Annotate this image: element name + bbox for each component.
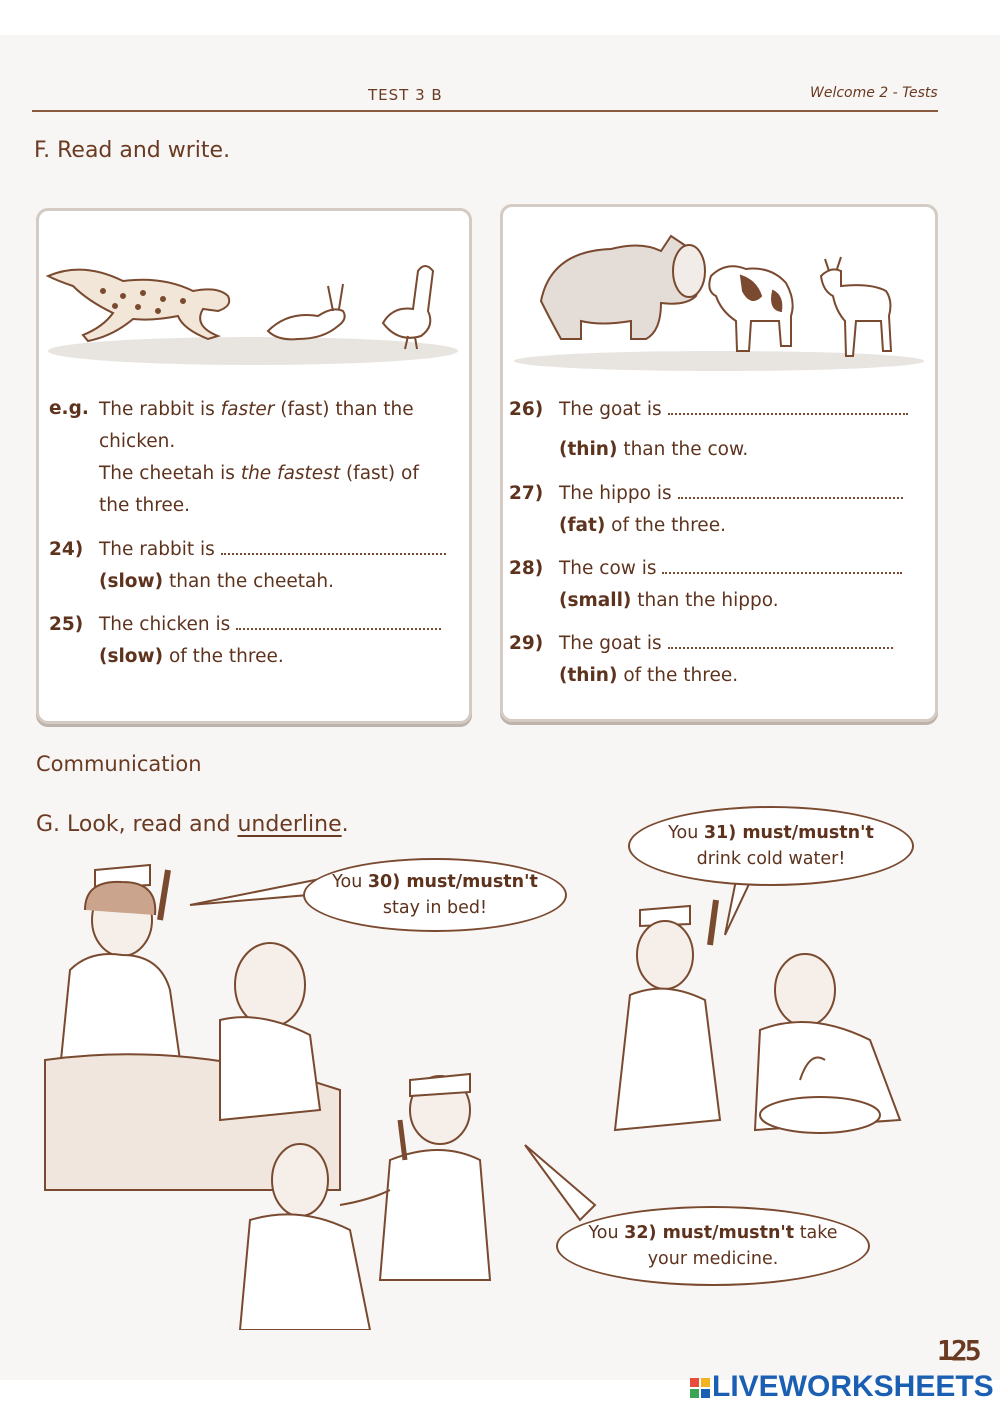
example-sentence-1-cont: chicken. [99,431,176,452]
question-text: of the three. [163,646,284,667]
cheetah-icon [48,270,229,341]
example-answer-faster: faster [220,399,275,420]
nurse-icon [60,865,180,1070]
chicken-icon [383,266,433,349]
bubble-text: You [588,1223,625,1243]
example-hint: (fast) [274,399,336,420]
question-28 [559,553,902,585]
hint-word: (slow) [99,646,164,667]
question-25-number: 25) [49,614,84,635]
bubble-text: your medicine. [647,1249,779,1269]
question-26-number: 26) [509,399,544,420]
question-text: The cow is [559,558,657,579]
bubble-text: You [668,823,704,843]
section-f-heading: F. Read and write. [34,138,231,163]
bubble-text: take [794,1223,838,1243]
question-27-cont [559,510,726,542]
answer-blank-27[interactable] [678,483,903,499]
question-text: of the three. [617,665,739,686]
header-rule [32,110,938,112]
speech-bubble-32 [556,1206,870,1286]
bubble-text: drink cold water! [696,849,846,869]
question-text: The chicken is [99,614,231,635]
question-24-cont [99,566,334,598]
example-sentence-1 [99,394,459,426]
speech-bubble-31 [628,806,914,886]
brand-text: LIVEWORKSHEETS [712,1370,994,1403]
question-26 [559,394,908,426]
question-text: of the three. [605,515,726,536]
example-label: e.g. [49,398,89,419]
must-mustnt-choice-30[interactable]: 30) must/mustn't [367,872,538,892]
example-text: of [401,463,419,484]
question-text: The goat is [559,399,662,420]
hint-word: (thin) [559,665,618,686]
question-25 [99,609,441,641]
animals-size-illustration [511,221,927,371]
nurse-with-medicine-icon [380,1074,490,1280]
section-g-underlined-word: underline [237,812,342,837]
section-g-heading [36,812,349,837]
answer-blank-25[interactable] [236,614,441,630]
must-mustnt-choice-31[interactable]: 31) must/mustn't [703,823,874,843]
animals-speed-illustration [43,251,463,371]
answer-blank-28[interactable] [662,558,902,574]
goat-icon [821,257,891,356]
bubble-30-tail [190,880,315,905]
cow-icon [709,266,792,351]
example-answer-fastest: the fastest [240,463,341,484]
question-29-number: 29) [509,633,544,654]
old-man-drinking-icon [755,954,900,1133]
page-number: 125 [937,1334,979,1367]
answer-blank-26[interactable] [668,399,908,415]
question-24-number: 24) [49,539,84,560]
example-text: The cheetah is [99,463,241,484]
communication-heading: Communication [36,752,202,776]
liveworksheets-logo-icon [690,1378,710,1398]
answer-blank-24[interactable] [221,539,446,555]
answer-blank-29[interactable] [668,633,893,649]
question-27-number: 27) [509,483,544,504]
exercise-box-right [500,204,938,722]
section-g-text: G. Look, read and [36,812,238,837]
question-26-cont [559,434,748,466]
bubble-text: You [332,872,368,892]
question-text: than the cheetah. [163,571,334,592]
question-text: The goat is [559,633,662,654]
question-29 [559,628,893,660]
hippo-icon [541,236,705,339]
question-28-number: 28) [509,558,544,579]
series-title: Welcome 2 - Tests [810,85,938,101]
liveworksheets-brand[interactable] [690,1370,994,1404]
test-title: TEST 3 B [368,86,443,104]
example-text: than the [335,399,414,420]
hint-word: (slow) [99,571,164,592]
example-sentence-2-cont: the three. [99,495,191,516]
question-29-cont [559,660,738,692]
nurse-scolding-icon [615,900,720,1130]
question-text: than the cow. [617,439,749,460]
hint-word: (small) [559,590,632,611]
hint-word: (thin) [559,439,618,460]
question-text: The hippo is [559,483,672,504]
question-27 [559,478,903,510]
must-mustnt-choice-32[interactable]: 32) must/mustn't [624,1223,795,1243]
question-28-cont [559,585,779,617]
hint-word: (fat) [559,515,606,536]
example-text: The rabbit is [99,399,221,420]
question-25-cont [99,641,284,673]
example-sentence-2 [99,458,459,490]
exercise-box-left [36,208,472,724]
section-g-text: . [341,812,349,837]
bubble-32-tail [525,1145,595,1220]
question-text: The rabbit is [99,539,215,560]
question-text: than the hippo. [631,590,779,611]
example-hint: (fast) [340,463,402,484]
rabbit-icon [268,284,345,339]
question-24 [99,534,446,566]
speech-bubble-30 [303,858,567,932]
bubble-text: stay in bed! [382,898,488,918]
